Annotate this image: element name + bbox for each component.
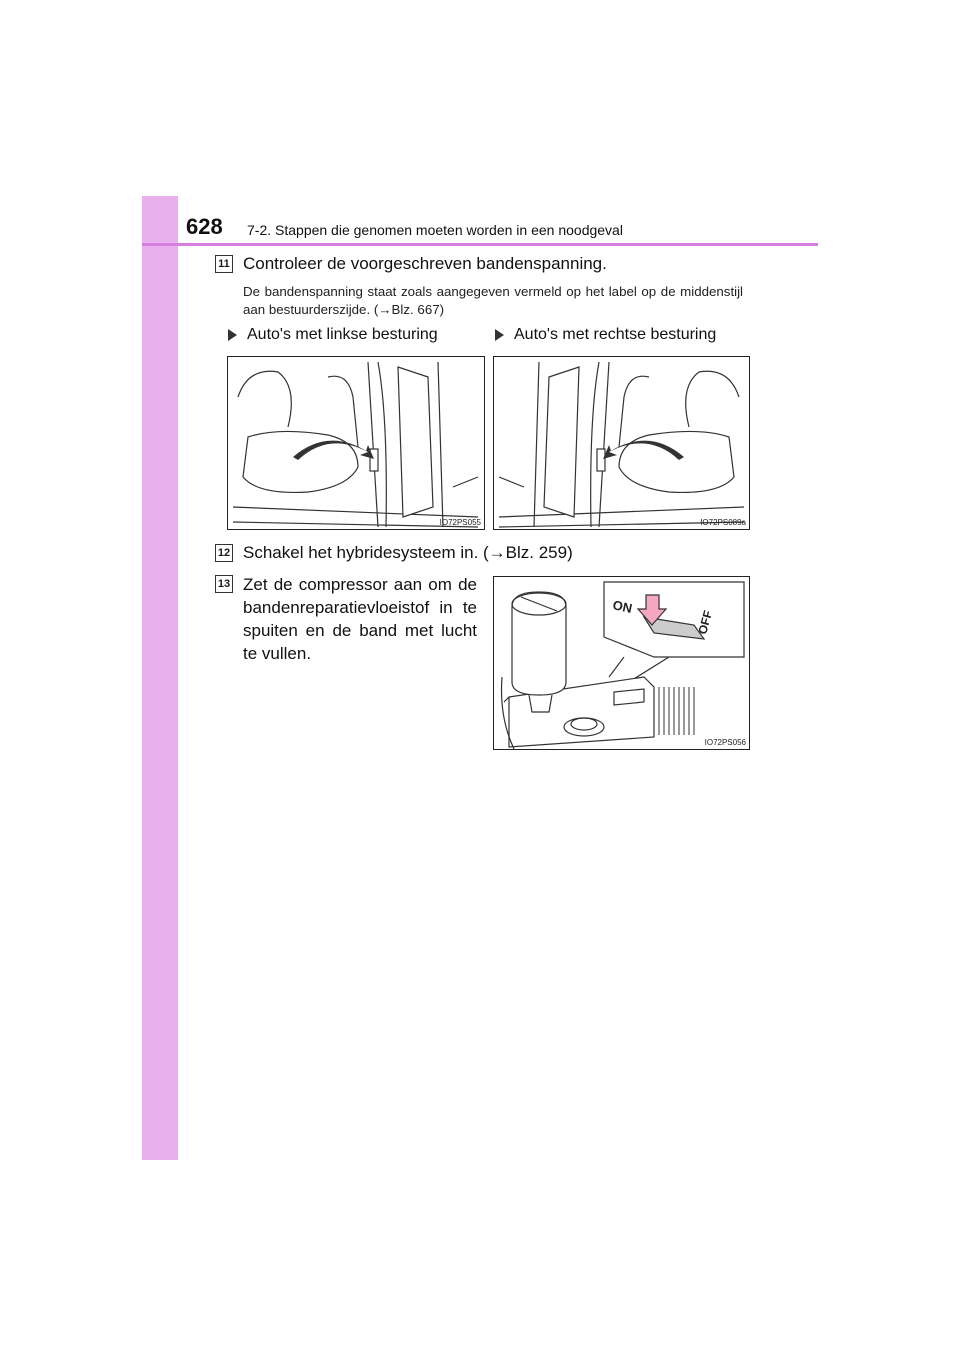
figure-left-hand-drive [227, 356, 485, 530]
chapter-title: 7-2. Stappen die genomen moeten worden in een noodgeval [247, 222, 623, 238]
side-tab-band [142, 196, 178, 1160]
step-number-13: 13 [215, 575, 233, 593]
step-11-title: Controleer de voorgeschreven bandenspanning. [243, 254, 607, 273]
door-pillar-illustration [228, 357, 484, 529]
figure-code: IO72PS055 [439, 518, 481, 527]
page-number: 628 [186, 214, 223, 239]
step-number-12: 12 [215, 544, 233, 562]
triangle-arrow-icon [228, 329, 237, 341]
off-label: OFF [695, 608, 716, 636]
triangle-arrow-icon [495, 329, 504, 341]
figure-code: IO72PS056 [704, 738, 746, 747]
step-13-title: Zet de compressor aan om de bandenreparatievloeistof in te spuiten en de band met lucht te vullen. [243, 575, 477, 663]
subsection-label: Auto's met rechtse besturing [514, 326, 717, 343]
door-pillar-illustration [494, 357, 749, 529]
step-12-title: Schakel het hybridesysteem in. (→Blz. 259) [243, 543, 573, 562]
subsection-right-hand-drive [495, 326, 716, 344]
header-rule [142, 243, 818, 246]
subsection-label: Auto's met linkse besturing [247, 326, 438, 343]
compressor-illustration [494, 577, 749, 749]
figure-compressor [493, 576, 750, 750]
subsection-left-hand-drive [228, 326, 438, 344]
step-11-description: De bandenspanning staat zoals aangegeven vermeld op het label op de middenstijl aan bestuurderszijde. (→Blz. 667) [243, 284, 743, 317]
on-label: ON [611, 597, 634, 616]
step-number-11: 11 [215, 255, 233, 273]
figure-code: IO72PS089a [700, 518, 746, 527]
figure-right-hand-drive [493, 356, 750, 530]
